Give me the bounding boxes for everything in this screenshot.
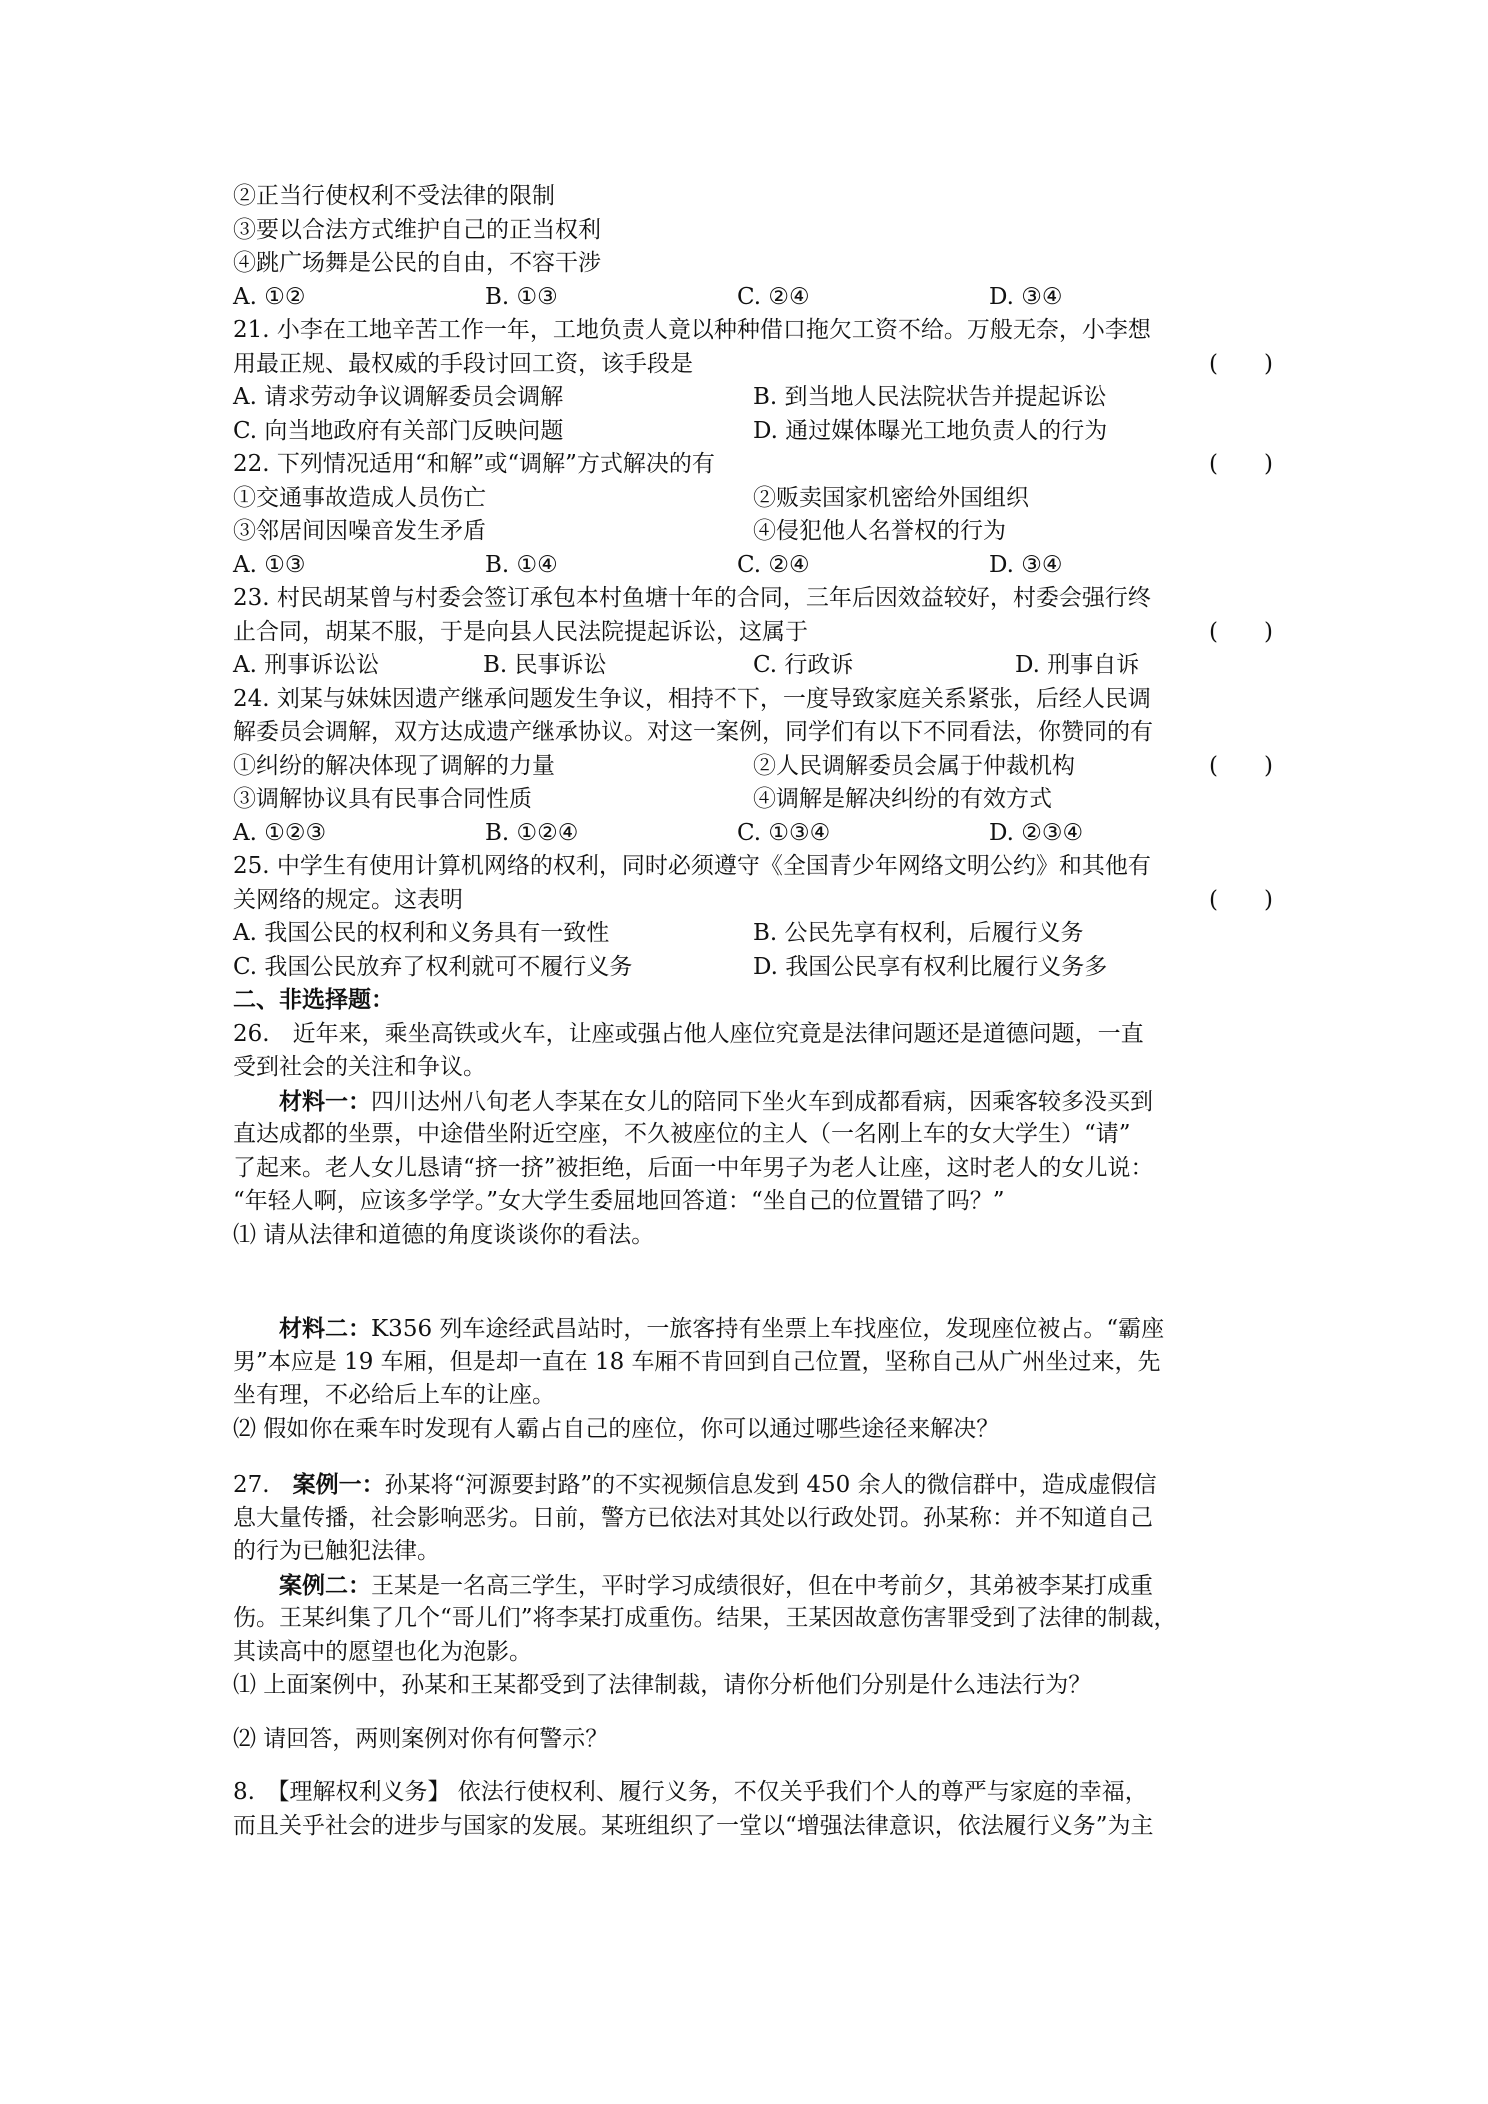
q26-material-2-line1 [233,1312,1273,1346]
q20-item-3: ③要以合法方式维护自己的正当权利 [233,216,601,243]
q21-stem-line1: 21. 小李在工地辛苦工作一年，工地负责人竟以种种借口拖欠工资不给。万般无奈，小李想 [233,317,1151,343]
q20-option-d[interactable]: D. ③④ [989,283,1063,310]
q25-options-row2 [233,951,1273,985]
q26-material-1-line2: 直达成都的坐票，中途借坐附近空座，不久被座位的主人（一名刚上车的女大学生）“请” [233,1121,1131,1147]
q25-stem-line2 [233,884,1273,918]
q25-option-b[interactable]: B. 公民先享有权利，后履行义务 [753,920,1084,946]
q25-option-c[interactable]: C. 我国公民放弃了权利就可不履行义务 [233,953,633,980]
q26-material-2-label: 材料二： [279,1315,371,1342]
q27-case-2-line2: 伤。王某纠集了几个“哥儿们”将李某打成重伤。结果，王某因故意伤害罪受到了法律的制裁， [233,1605,1177,1631]
q25-option-d[interactable]: D. 我国公民享有权利比履行义务多 [753,953,1108,980]
q20-option-b[interactable]: B. ①③ [485,283,558,310]
q24-stem-line2: 解委员会调解，双方达成遗产继承协议。对这一案例，同学们有以下不同看法，你赞同的有 [233,719,1153,745]
q25-answer-blank[interactable]: ( ) [1209,886,1273,913]
q22-item-1: ①交通事故造成人员伤亡 [233,484,486,511]
q24-stem-line1: 24. 刘某与妹妹因遗产继承问题发生争议，相持不下，一度导致家庭关系紧张，后经人民调 [233,685,1151,712]
q26-material-1-line3: 了起来。老人女儿恳请“挤一挤”被拒绝，后面一中年男子为老人让座，这时老人的女儿说： [233,1154,1154,1181]
q21-options-row2 [233,415,1273,449]
q21-options-row1 [233,381,1273,415]
q26-material-2-line3: 坐有理，不必给后上车的让座。 [233,1382,555,1408]
q28-stem-line2: 而且关乎社会的进步与国家的发展。某班组织了一堂以“增强法律意识，依法履行义务”为主 [233,1812,1154,1839]
q24-option-c[interactable]: C. ①③④ [737,819,831,846]
q23-stem-line1: 23. 村民胡某曾与村委会签订承包本村鱼塘十年的合同，三年后因效益较好，村委会强行终 [233,585,1151,611]
q26-answer-space-2[interactable] [233,1446,1273,1468]
q22-stem [233,448,1273,482]
q24-option-a[interactable]: A. ①②③ [233,819,327,846]
q23-stem-text: 止合同，胡某不服，于是向县人民法院提起诉讼，这属于 [233,618,808,645]
q26-intro-line1: 26. 近年来，乘坐高铁或火车，让座或强占他人座位究竟是法律问题还是道德问题，一直 [233,1020,1144,1047]
q21-option-d[interactable]: D. 通过媒体曝光工地负责人的行为 [753,417,1108,444]
q24-item-2: ②人民调解委员会属于仲裁机构 [753,752,1075,779]
q23-answer-blank[interactable]: ( ) [1209,618,1273,645]
q24-option-d[interactable]: D. ②③④ [989,819,1084,846]
q26-subquestion-1: ⑴ 请从法律和道德的角度谈谈你的看法。 [233,1221,655,1248]
q27-case-2-line3: 其读高中的愿望也化为泡影。 [233,1638,532,1665]
q24-items-row2 [233,783,1273,817]
q26-material-1-text-1: 四川达州八旬老人李某在女儿的陪同下坐火车到成都看病，因乘客较多没买到 [371,1088,1153,1115]
q22-items-row1 [233,482,1273,516]
q26-material-1-label: 材料一： [279,1087,371,1115]
q27-answer-space-2[interactable] [233,1756,1273,1776]
q24-answer-blank[interactable]: ( ) [1209,752,1273,779]
q22-items-row2 [233,515,1273,549]
q26-material-1-line4: “年轻人啊，应该多学学。”女大学生委屈地回答道：“坐自己的位置错了吗？” [233,1188,1005,1214]
q26-material-2-text-1: K356 列车途经武昌站时，一旅客持有坐票上车找座位，发现座位被占。“霸座 [371,1316,1165,1342]
q26-answer-space-1[interactable] [233,1252,1273,1312]
q22-item-2: ②贩卖国家机密给外国组织 [753,484,1029,511]
section-2-title: 二、非选择题： [233,987,394,1013]
page-content [233,180,1273,1843]
q23-options [233,649,1273,683]
q22-options [233,549,1273,583]
q21-stem-line2 [233,348,1273,382]
q22-option-a[interactable]: A. ①③ [233,551,306,578]
q21-option-c[interactable]: C. 向当地政府有关部门反映问题 [233,417,564,444]
q27-case-2-label: 案例二： [279,1571,371,1599]
q23-option-b[interactable]: B. 民事诉讼 [483,652,607,678]
q22-option-d[interactable]: D. ③④ [989,551,1063,578]
q21-answer-blank[interactable]: ( ) [1209,350,1273,377]
q22-item-4: ④侵犯他人名誉权的行为 [753,518,1006,544]
q27-answer-space-1[interactable] [233,1703,1273,1723]
q26-subquestion-2: ⑵ 假如你在乘车时发现有人霸占自己的座位，你可以通过哪些途径来解决？ [233,1415,1000,1442]
q23-option-d[interactable]: D. 刑事自诉 [1015,652,1140,678]
q27-case-2-line1 [233,1569,1273,1603]
q22-option-b[interactable]: B. ①④ [485,551,558,578]
q25-stem-line1: 25. 中学生有使用计算机网络的权利，同时必须遵守《全国青少年网络文明公约》和其他有 [233,853,1151,879]
q25-option-a[interactable]: A. 我国公民的权利和义务具有一致性 [233,920,610,946]
q20-option-a[interactable]: A. ①② [233,283,306,310]
q21-option-a[interactable]: A. 请求劳动争议调解委员会调解 [233,384,564,410]
q26-material-1-line1 [233,1085,1273,1119]
q27-case-1-label: 案例一： [292,1471,385,1498]
q22-option-c[interactable]: C. ②④ [737,551,810,578]
q28-stem-line1: 8. 【理解权利义务】 依法行使权利、履行义务，不仅关乎我们个人的尊严与家庭的幸福， [233,1779,1148,1805]
q27-number: 27. [233,1472,293,1498]
q23-stem-line2 [233,616,1273,650]
q23-option-c[interactable]: C. 行政诉 [753,652,854,678]
q24-options [233,817,1273,851]
q21-stem-text: 用最正规、最权威的手段讨回工资，该手段是 [233,350,693,377]
q22-stem-text: 22. 下列情况适用“和解”或“调解”方式解决的有 [233,451,715,477]
q20-item-2: ②正当行使权利不受法律的限制 [233,183,555,209]
q27-case-1-text-1: 孙某将“河源要封路”的不实视频信息发到 450 余人的微信群中，造成虚假信 [384,1472,1157,1498]
q27-case-1-line1 [233,1468,1273,1502]
q26-material-2-line2: 男”本应是 19 车厢，但是却一直在 18 车厢不肯回到自己位置，坚称自己从广州坐过来，先 [233,1348,1161,1375]
q20-option-c[interactable]: C. ②④ [737,283,810,310]
q26-intro-line2: 受到社会的关注和争议。 [233,1054,486,1080]
q27-subquestion-2: ⑵ 请回答，两则案例对你有何警示？ [233,1725,609,1752]
q23-option-a[interactable]: A. 刑事诉讼讼 [233,652,380,678]
q27-subquestion-1: ⑴ 上面案例中，孙某和王某都受到了法律制裁，请你分析他们分别是什么违法行为？ [233,1672,1092,1698]
q25-options-row1 [233,917,1273,951]
q20-item-4: ④跳广场舞是公民的自由，不容干涉 [233,250,601,276]
q27-case-1-line2: 息大量传播，社会影响恶劣。日前，警方已依法对其处以行政处罚。孙某称：并不知道自己 [233,1504,1153,1531]
q22-answer-blank[interactable]: ( ) [1209,451,1273,477]
q24-item-1: ①纠纷的解决体现了调解的力量 [233,752,555,779]
q24-option-b[interactable]: B. ①②④ [485,819,579,846]
q27-case-1-line3: 的行为已触犯法律。 [233,1538,440,1564]
q24-item-4: ④调解是解决纠纷的有效方式 [753,786,1052,812]
q21-option-b[interactable]: B. 到当地人民法院状告并提起诉讼 [753,384,1107,410]
q22-item-3: ③邻居间因噪音发生矛盾 [233,518,486,544]
q24-items-row1 [233,750,1273,784]
q27-case-2-text-1: 王某是一名高三学生，平时学习成绩很好，但在中考前夕，其弟被李某打成重 [371,1572,1153,1599]
q25-stem-text: 关网络的规定。这表明 [233,886,463,913]
q24-item-3: ③调解协议具有民事合同性质 [233,786,532,812]
q20-options [233,281,1273,315]
